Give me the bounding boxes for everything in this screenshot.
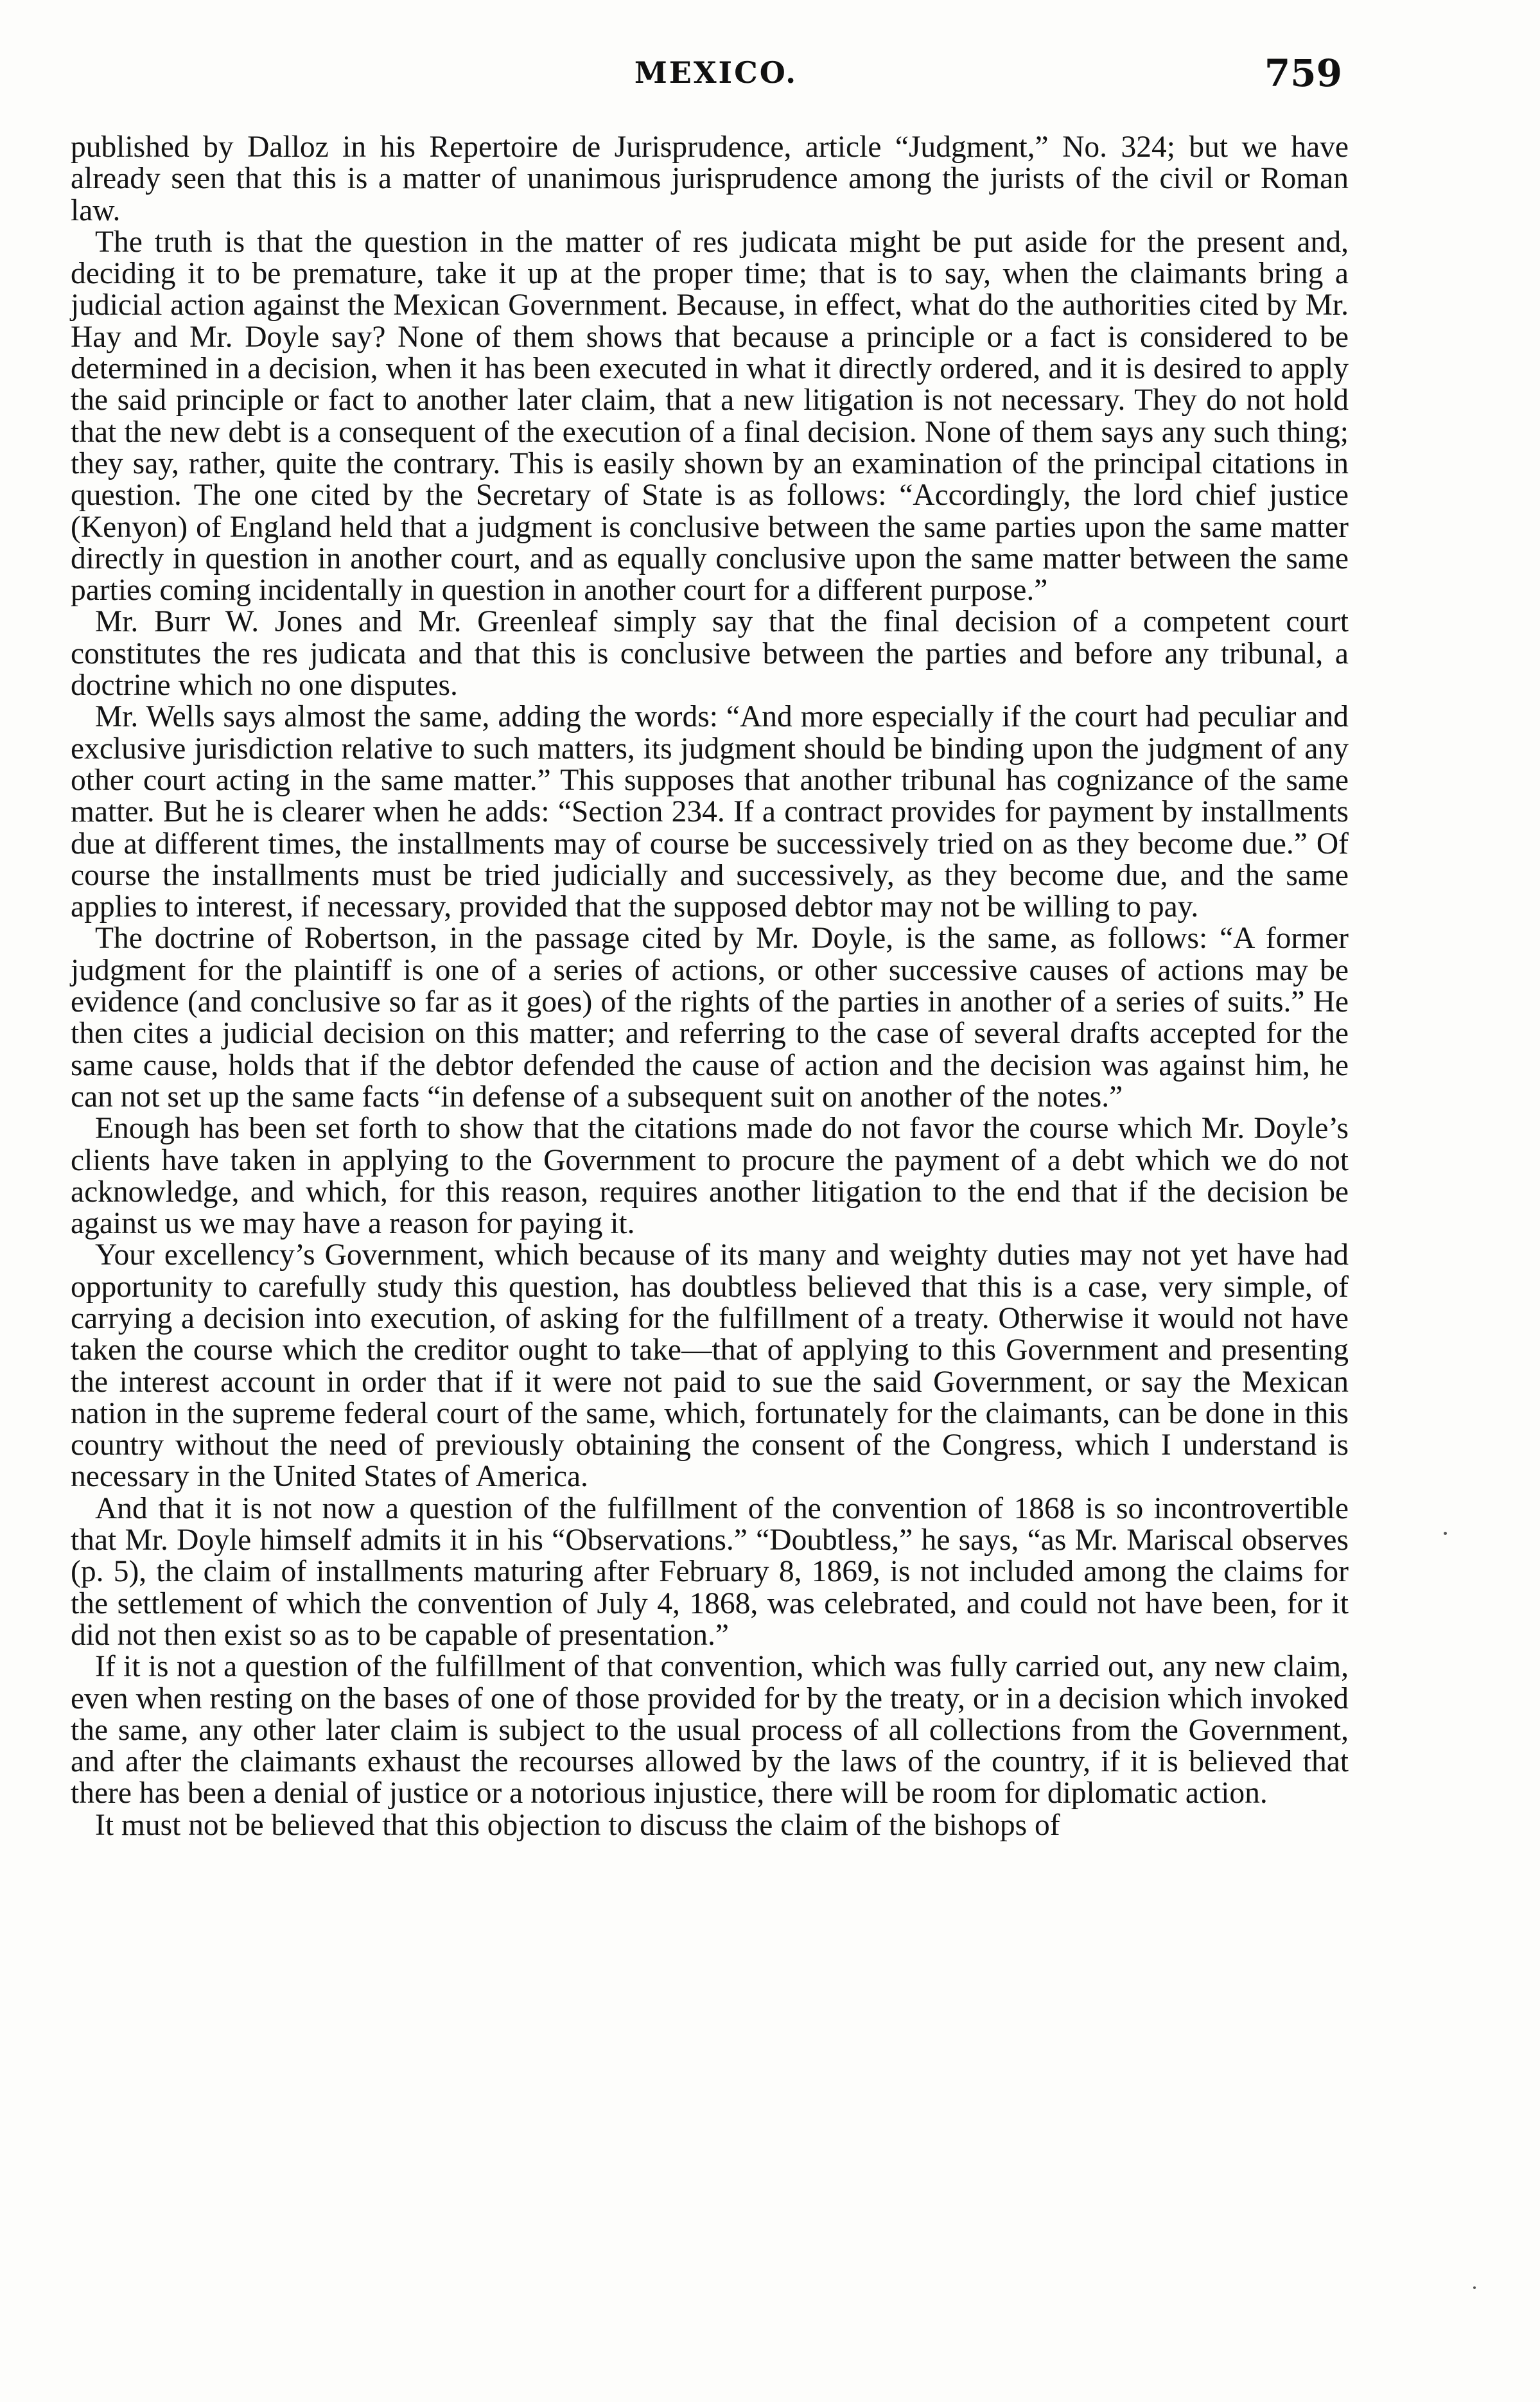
running-title: MEXICO.	[634, 55, 798, 90]
paragraph-8: And that it is not now a question of the fulfillment of the convention of 1868 is so incontrovertible that Mr. Doyle himself admits it in his “Observations.” “Doubtless,” he says, “as Mr. Mariscal observes (p. 5), the claim of installments maturing after February 8, 1869, is not included among the claims for the settlement of which the convention of July 4, 1868, was celebrated, and could not have been, for it did not then exist so as to be capable of presentation.”	[71, 1491, 1349, 1652]
running-header	[71, 51, 1361, 96]
paragraph-5: The doctrine of Robertson, in the passage cited by Mr. Doyle, is the same, as follows: “A former judgment for the plaintiff is one of a series of actions, or other successive causes of actions may be evidence (and conclusive so far as it goes) of the rights of the parties in another of a series of suits.” He then cites a judicial decision on this matter; and referring to the case of several drafts accepted for the same cause, holds that if the debtor defended the cause of action and the decision was against him, he can not set up the same facts “in defense of a subsequent suit on another of the notes.”	[71, 922, 1349, 1114]
paragraph-7: Your excellency’s Government, which because of its many and weighty duties may not yet have had opportunity to carefully study this question, has doubtless believed that this is a case, very simple, of carrying a decision into execution, of asking for the fulfillment of a treaty. Otherwise it would not have taken the course which the creditor ought to take—that of applying to this Government and presenting the interest account in order that if it were not paid to sue the said Government, or say the Mexican nation in the supreme federal court of the same, which, fortunately for the claimants, can be done in this country without the need of previously obtaining the consent of the Congress, which I understand is necessary in the United States of America.	[71, 1238, 1349, 1494]
page-number: 759	[1264, 51, 1342, 95]
paragraph-6: Enough has been set forth to show that the citations made do not favor the course which Mr. Doyle’s clients have taken in applying to the Government to procure the payment of a debt which we do not acknowledge, and which, for this reason, requires another litigation to the end that if the decision be against us we may have a reason for paying it.	[71, 1112, 1349, 1241]
body-text	[71, 132, 1349, 1841]
paragraph-9: If it is not a question of the fulfillment of that convention, which was fully carried out, any new claim, even when resting on the bases of one of those provided for by the treaty, or in a decision which invoked the same, any other later claim is subject to the usual process of all collections from the Government, and after the claimants exhaust the recourses allowed by the laws of the country, if it is believed that there has been a denial of justice or a notorious injustice, there will be room for diplomatic action.	[71, 1650, 1349, 1810]
paragraph-1: published by Dalloz in his Repertoire de Jurisprudence, article “Judgment,” No. 324; but we have already seen that this is a matter of unanimous jurisprudence among the jurists of the civil or Roman law.	[71, 130, 1349, 227]
paragraph-10: It must not be believed that this objection to discuss the claim of the bishops of	[95, 1808, 1060, 1842]
scan-speck	[1444, 1532, 1447, 1535]
scan-speck	[1473, 2286, 1476, 2289]
paragraph-3: Mr. Burr W. Jones and Mr. Greenleaf simply say that the final decision of a competent court constitutes the res judicata and that this is conclusive between the parties and before any tribunal, a doctrine which no one disputes.	[71, 605, 1349, 703]
paragraph-4: Mr. Wells says almost the same, adding the words: “And more especially if the court had peculiar and exclusive jurisdiction relative to such matters, its judgment should be binding upon the judgment of any other court acting in the same matter.” This supposes that another tribunal has cognizance of the same matter. But he is clearer when he adds: “Section 234. If a contract provides for payment by installments due at different times, the installments may of course be successively tried on as they become due.” Of course the installments must be tried judicially and successively, as they become due, and the same applies to interest, if necessary, provided that the supposed debtor may not be willing to pay.	[71, 700, 1349, 924]
paragraph-2: The truth is that the question in the matter of res judicata might be put aside for the present and, deciding it to be premature, take it up at the proper time; that is to say, when the claimants bring a judicial action against the Mexican Government. Because, in effect, what do the authorities cited by Mr. Hay and Mr. Doyle say? None of them shows that because a principle or a fact is considered to be determined in a decision, when it has been executed in what it directly ordered, and it is desired to apply the said principle or fact to another later claim, that a new litigation is not necessary. They do not hold that the new debt is a consequent of the execution of a final decision. None of them says any such thing; they say, rather, quite the contrary. This is easily shown by an examination of the principal citations in question. The one cited by the Secretary of State is as follows: “Accordingly, the lord chief justice (Kenyon) of England held that a judgment is conclusive between the same parties upon the same matter directly in question in another court, and as equally conclusive upon the same matter between the same parties coming incidentally in question in another court for a different purpose.”	[71, 225, 1349, 608]
